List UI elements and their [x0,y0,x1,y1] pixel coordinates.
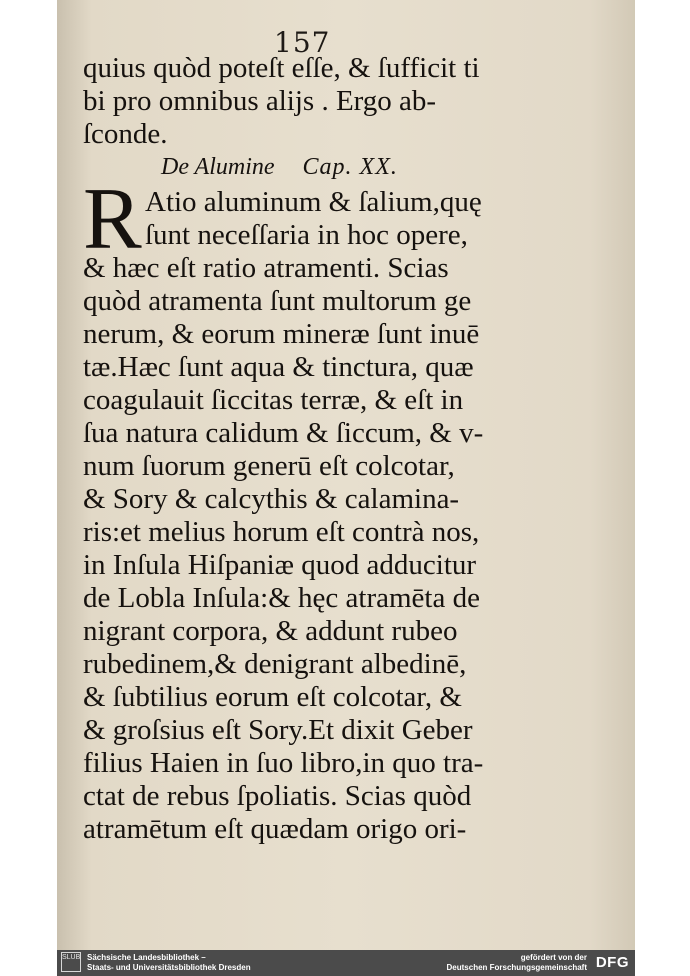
text-line: bi pro omnibus alijs . Ergo ab- [83,85,437,117]
funder-line1: gefördert von der [520,953,587,962]
chapter-heading [161,154,398,181]
text-line: ſunt neceſſaria in hoc opere, [145,219,468,251]
funder-line2: Deutschen Forschungsgemeinschaft [446,963,587,972]
text-line: ſua natura calidum & ſiccum, & v- [83,417,484,449]
book-page [57,0,635,950]
dfg-logo: DFG [595,954,629,971]
page-number: 157 [274,26,331,59]
text-line: coagulauit ſiccitas terræ, & eſt in [83,384,464,416]
library-name-line2: Staats- und Universitätsbibliothek Dresden [87,963,251,972]
chapter-title: De Alumine [161,154,275,180]
text-line: & groſsius eſt Sory.Et dixit Geber [83,714,473,746]
text-line: ris:et melius horum eſt contrà nos, [83,516,480,548]
drop-cap: R [83,171,142,268]
text-line: quòd atramenta ſunt multorum ge [83,285,472,317]
chapter-number: Cap. XX. [302,154,398,180]
slub-logo: SLUB [61,952,81,972]
funder-credit [447,953,587,973]
text-line: filius Haien in ſuo libro,in quo tra- [83,747,484,779]
text-line: & ſubtilius eorum eſt colcotar, & [83,681,462,713]
text-line: Atio aluminum & ſalium,quę [145,186,482,218]
text-line: num ſuorum generū eſt colcotar, [83,450,455,482]
library-credit [87,953,251,973]
text-line: tæ.Hæc ſunt aqua & tinctura, quæ [83,351,474,383]
footer-bar [57,950,635,976]
library-name-line1: Sächsische Landesbibliothek – [87,953,206,962]
text-line: in Inſula Hiſpaniæ quod adducitur [83,549,477,581]
text-line: atramētum eſt quædam origo ori- [83,813,467,845]
text-line: nerum, & eorum mineræ ſunt inuē [83,318,480,350]
text-line: ctat de rebus ſpoliatis. Scias quòd [83,780,472,812]
text-line: & Sory & calcythis & calamina- [83,483,460,515]
text-line: rubedinem,& denigrant albedinē, [83,648,467,680]
text-line: de Lobla Inſula:& hęc atramēta de [83,582,480,614]
text-line: nigrant corpora, & addunt rubeo [83,615,458,647]
text-line: & hæc eſt ratio atramenti. Scias [83,252,449,284]
text-line: quius quòd poteſt eſſe, & ſufficit ti [83,52,480,84]
text-line: ſconde. [83,118,168,150]
